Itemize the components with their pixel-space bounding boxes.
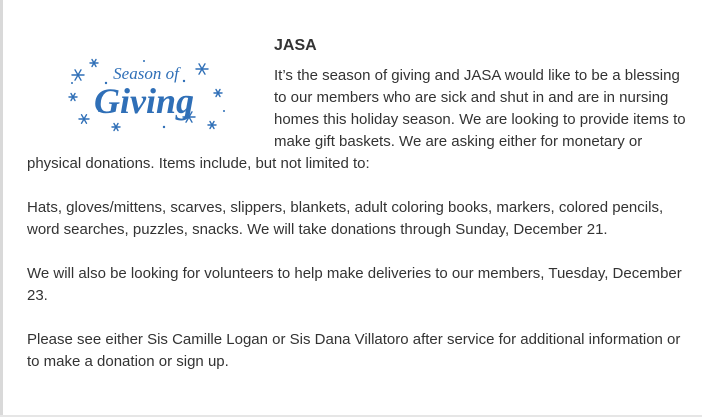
svg-text:Giving: Giving — [93, 81, 195, 121]
left-border — [0, 0, 3, 417]
items-paragraph: Hats, gloves/mittens, scarves, slippers, blankets, adult coloring books, markers, colored pencils, word searches, puzzles, snacks. We will take donations through Sunday, December 21. — [27, 199, 664, 238]
volunteers-paragraph: We will also be looking for volunteers to help make deliveries to our members, Tuesday, December 23. — [27, 265, 682, 304]
svg-text:Season of: Season of — [113, 64, 179, 83]
page-title: JASA — [274, 37, 317, 54]
intro-paragraph: It’s the season of giving and JASA would like to be a blessing to our members who are sick and shut in and are in nursing homes this holiday season. We are looking to provide items to make gift baskets. We are asking either for monetary or physical donations. Items include, but not limited to: — [27, 67, 686, 172]
contact-paragraph: Please see either Sis Camille Logan or Sis Dana Villatoro after service for additional information or to make a donation or sign up. — [27, 331, 681, 370]
article — [27, 36, 687, 373]
season-of-giving-logo — [64, 53, 234, 135]
snowflake-logo-icon — [64, 53, 234, 135]
